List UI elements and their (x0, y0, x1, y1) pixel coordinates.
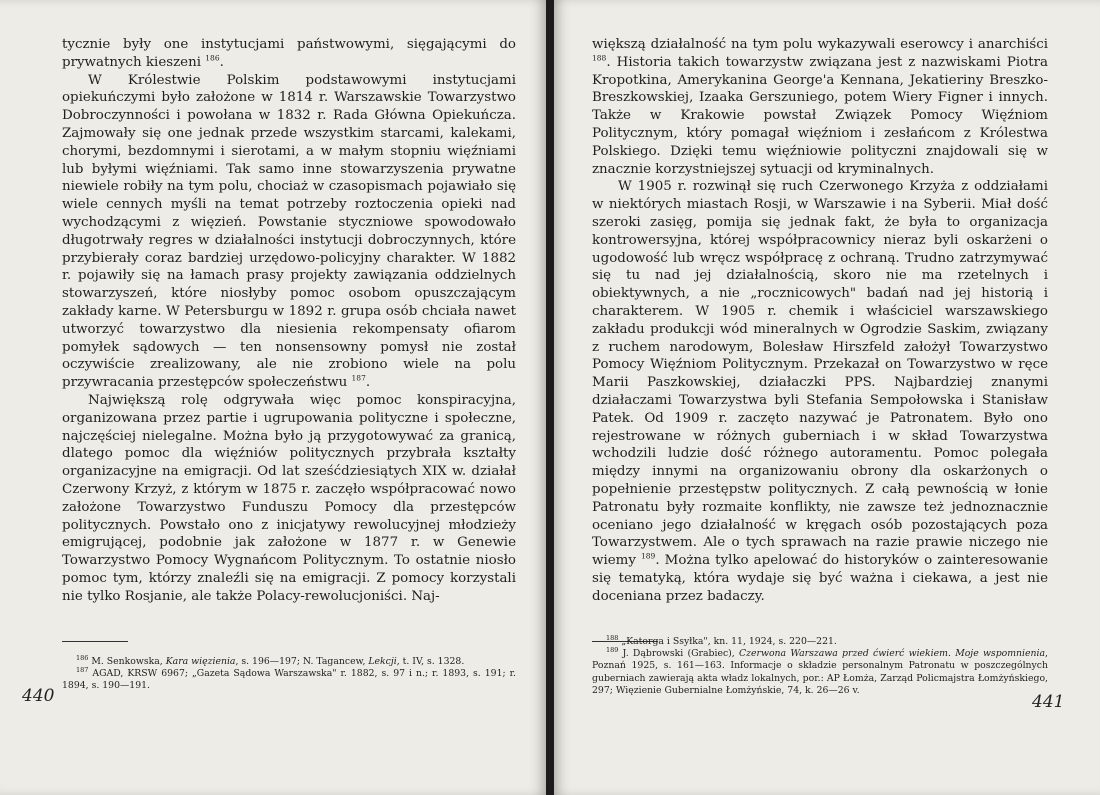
left-page (0, 0, 546, 795)
paragraph (592, 178, 1048, 605)
paragraph (62, 392, 516, 606)
footnote-reference: 189 (641, 551, 656, 561)
page-number: 441 (1032, 692, 1065, 712)
text-run: W 1905 r. rozwinął się ruch Czerwonego Krzyża z oddziałami w niektórych miastach Rosji, w Warszawie i na Syberii. Miał dość szeroki zasięg, pomija się jednak fakt, że była to organizacja kontrowersyjna, której współpracownicy nieraz byli oskarżeni o ugodowość lub wręcz współpracę z ochraną. Trudno zatrzymywać się tu nad jej działalnością, skoro nie ma rzetelnych i obiektywnych, a nie „rocznicowych" badań nad jej historią i charakterem. W 1905 r. chemik i właściciel warszawskiego zakładu produkcji wód mineralnych w Ogrodzie Saskim, związany z ruchem narodowym, Bolesław Hirszfeld założył Towarzystwo Pomocy Więźniom Politycznym. Przekazał on Towarzystwo w ręce Marii Paszkowskiej, działaczki PPS. Najbardziej znanymi działaczami Towarzystwa byli Stefania Sempołowska i Stanisław Patek. Od 1909 r. zaczęto nazywać je Patronatem. Było ono rejestrowane w różnych guberniach i w skład Towarzystwa wchodzili ludzie dość różnego autoramentu. Pomoc polegała między innymi na organizowaniu obrony dla oskarżonych o popełnienie przestępstw politycznych. Z całą pewnością w łonie Patronatu były rozmaite konflikty, nie zawsze też jednoznacznie oceniano jego działalność w kręgach osób pozostających poza Towarzystwem. Ale o tych sprawach na razie prawie niczego nie wiemy (592, 179, 1048, 569)
text-run: tycznie były one instytucjami państwowymi, sięgającymi do prywatnych kieszeni (62, 37, 516, 70)
paragraph (62, 36, 516, 72)
footnote-number: 188 (606, 633, 619, 642)
text-run: większą działalność na tym polu wykazywali eserowcy i anarchiści (592, 37, 1048, 52)
page-number: 440 (22, 686, 55, 706)
footnote-number: 187 (76, 666, 89, 675)
footnote (62, 668, 516, 692)
footnote-reference: 187 (351, 373, 366, 383)
right-page (554, 0, 1100, 795)
text-run: , Poznań 1925, s. 161—163. Informacje o składzie personalnym Patronatu w poszczególnych guberniach zawierają akta władz lokalnych, por.: AP Łomża, Zarząd Policmajstra Łomżyńskiego, 297; Więzienie Gubernialne Łomżyńskie, 74, k. 26—26 v. (592, 648, 1048, 696)
text-run: J. Dąbrowski (Grabiec), (618, 648, 740, 660)
footnote-reference: 188 (592, 53, 607, 63)
footnote-rule (62, 641, 128, 642)
text-run: W Królestwie Polskim podstawowymi instytucjami opiekuńczymi było założone w 1814 r. Warszawskie Towarzystwo Dobroczynności i powołana w 1832 r. Rada Główna Opiekuńcza. Zajmowały się one jednak przede wszystkim starcami, kalekami, chorymi, bezdomnymi i sierotami, a w małym stopniu więźniami lub byłymi więźniami. Tak samo inne stowarzyszenia prywatne niewiele robiły na tym polu, chociaż w czasopismach pojawiało się wiele cennych myśli na temat potrzeby roztoczenia opieki nad wychodzącymi z więzień. Powstanie styczniowe spowodowało długotrwały regres w działalności instytucji dobroczynnych, które przybierały coraz bardziej urzędowo-policyjny charakter. W 1882 r. pojawiły się na łamach prasy projekty zawiązania oddzielnych stowarzyszeń, które niosłyby pomoc osobom opuszczającym zakłady karne. W Petersburgu w 1892 r. grupa osób chciała nawet utworzyć towarzystwo dla niesienia rekompensaty ofiarom pomyłek sądowych — ten nonsensowny pomysł nie został oczywiście zrealizowany, ale nie zrobiono wiele na polu przywracania przestępców społeczeństwu (62, 72, 516, 391)
text-run: , t. IV, s. 1328. (396, 656, 465, 667)
right-page-body (592, 36, 1048, 606)
text-run: „Katorga i Ssyłka", kn. 11, 1924, s. 220—221. (618, 636, 837, 647)
text-run: Największą rolę odgrywała więc pomoc konspiracyjna, organizowana przez partie i ugrupowania polityczne i społeczne, najczęściej nielegalne. Można było ją przygotowywać za granicą, dlatego pomoc dla więźniów politycznych przybrała kształty organizacyjne na emigracji. Od lat sześćdziesiątych XIX w. działał Czerwony Krzyż, z którym w 1875 r. zaczęło współpracować nowo założone Towarzystwo Funduszu Pomocy dla przestępców politycznych. Powstało ono z inicjatywy rewolucyjnej młodzieży emigrującej, podobnie jak założone w 1877 r. w Genewie Towarzystwo Pomocy Wygnańcom Politycznym. To ostatnie niosło pomoc tym, którzy znaleźli się na emigracji. Z pomocy korzystali nie tylko Rosjanie, ale także Polacy-rewolucjoniści. Naj- (62, 392, 516, 604)
text-run: , s. 196—197; N. Tagancew, (235, 656, 369, 667)
text-run: . (219, 54, 224, 70)
text-run: AGAD, KRSW 6967; „Gazeta Sądowa Warszawska" r. 1882, s. 97 i n.; r. 1893, s. 191; r. 1894, s. 190—191. (62, 668, 516, 692)
left-page-body (62, 36, 516, 606)
footnote (62, 653, 516, 668)
footnote (592, 633, 1048, 648)
text-run: M. Senkowska, (88, 656, 166, 667)
footnote-number: 186 (76, 653, 89, 662)
text-run: Kara więzienia (165, 656, 236, 667)
right-page-footnotes (592, 633, 1048, 697)
footnote-reference: 186 (205, 53, 220, 63)
text-run: Lekcji (368, 656, 397, 667)
footnote (592, 648, 1048, 697)
text-run: . Można tylko apelować do historyków o zainteresowanie się tematyką, która wydaje się być ważna i ciekawa, a jest nie doceniana przez badaczy. (592, 553, 1048, 604)
paragraph (592, 36, 1048, 178)
footnote-number: 189 (606, 646, 619, 655)
text-run: . Historia takich towarzystw związana jest z nazwiskami Piotra Kropotkina, Amerykanina George'a Kennana, Jekatieriny Breszko-Breszkowskiej, Izaaka Gerszuniego, potem Wiery Figner i innych. Także w Krakowie powstał Związek Pomocy Więźniom Politycznym, który pomagał więźniom i zesłańcom z Królestwa Polskiego. Dzięki temu więźniowie polityczni znajdowali się w znacznie korzystniejszej sytuacji od kryminalnych. (592, 54, 1048, 177)
left-page-footnotes (62, 653, 516, 693)
book-gutter (546, 0, 554, 795)
text-run: Czerwona Warszawa przed ćwierć wiekiem. Moje wspomnienia (739, 648, 1046, 660)
paragraph (62, 72, 516, 392)
text-run: . (365, 375, 371, 391)
